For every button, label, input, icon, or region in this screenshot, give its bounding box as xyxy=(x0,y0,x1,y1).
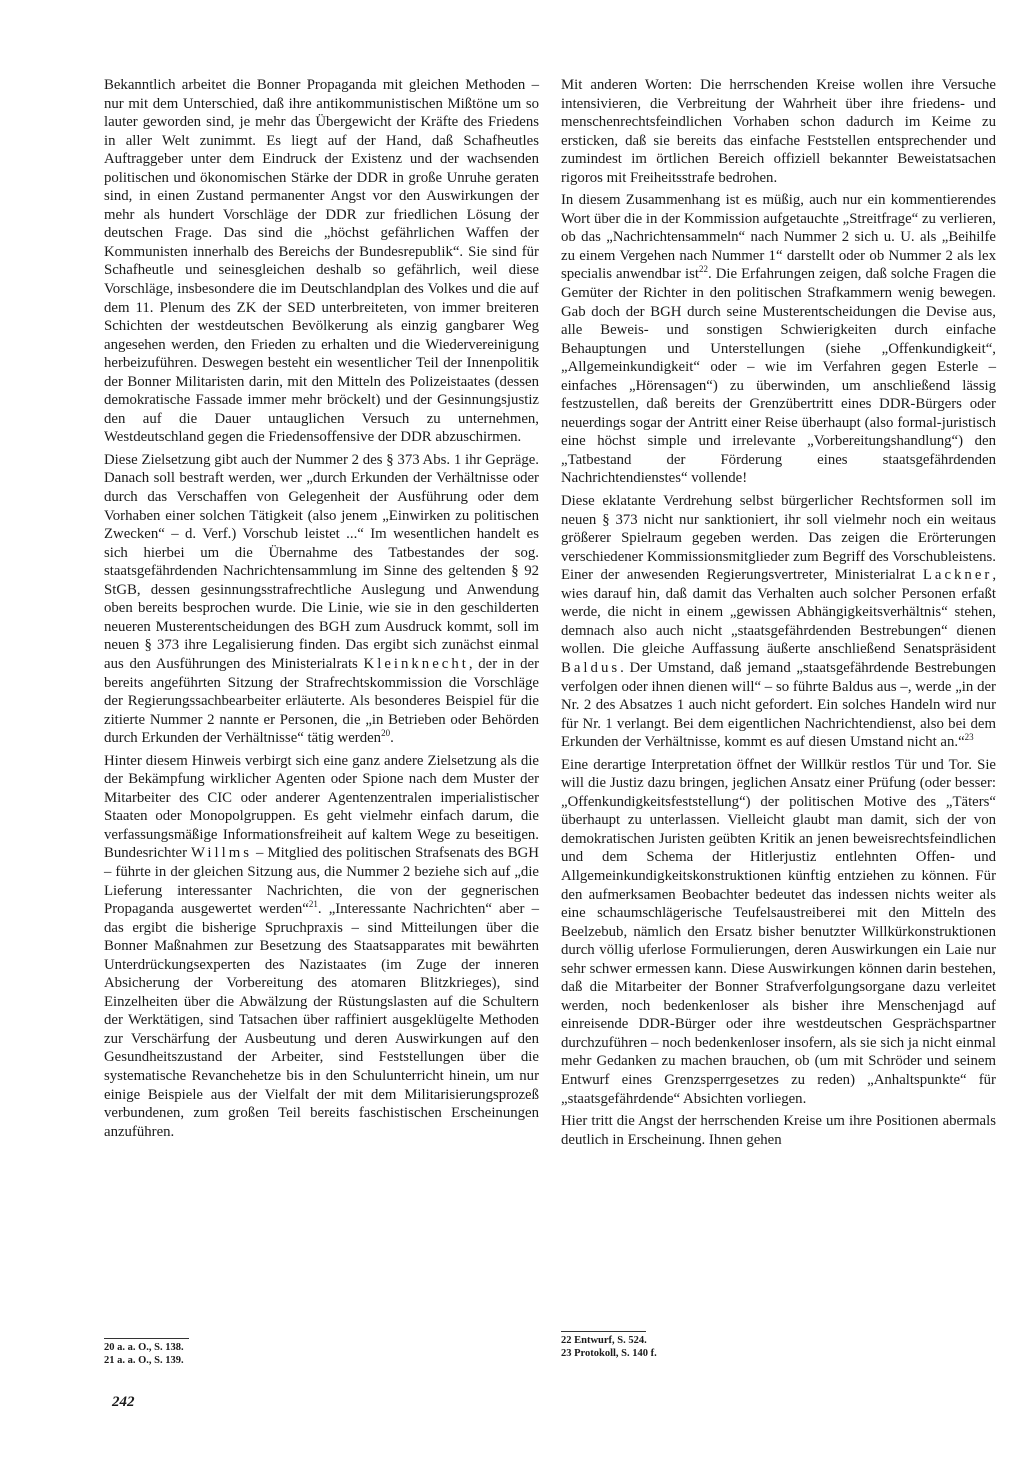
right-column xyxy=(561,76,996,1153)
page-number: 242 xyxy=(112,1394,135,1410)
person-name: Kleinknecht xyxy=(363,655,469,672)
paragraph: Diese eklatante Verdrehung selbst bürgerlicher Rechtsformen soll im neuen § 373 nicht nur sanktioniert, ihr soll vielmehr noch ein weitaus größerer Spielraum gegeben werden. Das zeigen die Erörterungen verschiedener Kommissionsmitglieder zum Begriff des Vorschubleistens. Einer der anwesenden Regierungsvertreter, Ministerialrat Lackner, wies darauf hin, daß damit das Verhalten auch solcher Personen erfaßt werde, die nicht in einem „gewissen Abhängigkeitsverhältnis“ stehen, demnach also auch nicht „staatsgefährdenden Bestrebungen“ dienen wollen. Die gleiche Auffassung äußerte anschließend Senatspräsident Baldus. Der Umstand, daß jemand „staatsgefährdende Bestrebungen verfolgen oder ihnen dienen will“ – so führte Baldus aus –, werde „in der Nr. 2 des Absatzes 1 auch nicht gefordert. Ein solches Handeln wird nur für Nr. 1 verlangt. Bei dem eigentlichen Nachrichtendienst, also bei dem Erkunden der Verhältnisse, kommt es auf diesen Umstand nicht an.“$^{23}$ xyxy=(561,493,997,751)
paragraph: Mit anderen Worten: Die herrschenden Kreise wollen ihre Versuche intensivieren, die Verbreitung der Wahrheit über ihre friedens- und menschenrechtsfeindlichen Vorhaben schon dadurch im Keime zu ersticken, daß sie bereits das einfache Feststellen entsprechender und zumindest im örtlichen Bereich offiziell bekannter Beweistatsachen rigoros mit Freiheitsstrafe bedrohen. xyxy=(561,77,996,186)
person-name: Willms xyxy=(191,845,253,862)
paragraph: In diesem Zusammenhang ist es müßig, auch nur ein kommentierendes Wort über die in der Kommission aufgetauchte „Streitfrage“ zu verlieren, ob das „Nachrichtensammeln“ nach Nummer 2 sich u. U. als „Beihilfe zu einem Vergehen nach Nummer 1“ darstellt oder ob Nummer 2 als lex specialis anwendbar ist$^{22}$. Die Erfahrungen zeigen, daß solche Fragen die Gemüter der Richter in den politischen Strafkammern wenig bewegen. Gab doch der BGH durch seine Musterentscheidungen die Devise aus, alle Beweis- und sonstigen Schwierigkeiten durch einfache Behauptungen und Unterstellungen (siehe „Offenkundigkeit“, „Allgemeinkundigkeit“ oder – wie im Verfahren gegen Esterle – einfaches „Hörensagen“) zu überwinden, um anschließend lässig festzustellen, daß bereits der Grenzübertritt eines DDR-Bürgers oder neuerdings sogar der Antritt einer Reise überhaupt (also formal-juristisch eine höchst simple und irrelevante „Vorbereitungshandlung“) den „Tatbestand der Förderung eines staatsgefährdenden Nachrichtendienstes“ vollende! xyxy=(561,192,996,487)
footnote-marker: 23 xyxy=(964,732,974,743)
footnote-rule xyxy=(104,1338,189,1339)
footnote: 23 Protokoll, S. 140 f. xyxy=(561,1348,657,1359)
footnote: 22 Entwurf, S. 524. xyxy=(561,1335,647,1346)
footnote-marker: 21 xyxy=(308,899,318,910)
footnote-marker: 22 xyxy=(698,264,708,275)
person-name: Lackner xyxy=(922,567,993,584)
footnote-rule xyxy=(561,1331,646,1332)
paragraph: Hier tritt die Angst der herrschenden Kreise um ihre Positionen abermals deutlich in Erscheinung. Ihnen gehen xyxy=(561,1113,996,1148)
paragraph: Diese Zielsetzung gibt auch der Nummer 2 des § 373 Abs. 1 ihr Gepräge. Danach soll bestraft werden, wer „durch Erkunden der Verhältnisse oder durch das Verschaffen von Gelegenheit der Ausführung oder dem Vorhaben einer solchen Tätigkeit (also jenem „Einwirken zu politischen Zwecken“ – d. Verf.) Vorschub leistet ...“ Im wesentlichen handelt es sich hierbei um die Übernahme des Tatbestandes der sog. staatsgefährdenden Nachrichtensammlung im Sinne des geltenden § 92 StGB, dessen gesinnungsstrafrechtliche Auslegung und Anwendung oben bereits besprochen wurde. Die Linie, wie sie in den geschilderten neueren Musterentscheidungen des BGH zum Ausdruck kommt, soll im neuen § 373 ihre Legalisierung finden. Das ergibt sich zunächst einmal aus den Ausführungen des Ministerialrats Kleinknecht, der in der bereits angeführten Sitzung der Strafrechtskommission die Vorschläge der Regierungssachbearbeiter erläuterte. Als besonderes Beispiel für die zitierte Nummer 2 nannte er Personen, die „in Betrieben oder Behörden durch Erkunden der Verhältnisse“ tätig werden$^{20}$. xyxy=(104,451,539,747)
footnote: 21 a. a. O., S. 139. xyxy=(104,1355,184,1366)
person-name: Baldus xyxy=(561,659,621,676)
footnote: 20 a. a. O., S. 138. xyxy=(104,1342,184,1353)
footnotes-right xyxy=(561,1331,861,1360)
paragraph: Hinter diesem Hinweis verbirgt sich eine ganz andere Zielsetzung als die der Bekämpfung wirklicher Agenten oder Spione nach dem Muster der Mitarbeiter des CIC oder anderer Agentenzentralen imperialistischer Staaten oder Monopolgruppen. Es geht vielmehr einfach darum, die verfassungsmäßige Informationsfreiheit auf kaltem Wege zu beseitigen. Bundesrichter Willms – Mitglied des politischen Strafsenats des BGH – führte in der gleichen Sitzung aus, die Nummer 2 beziehe sich auf „die Lieferung interessanter Nachrichten, die von der gegnerischen Propaganda ausgewertet werden“$^{21}$. „Interessante Nachrichten“ aber – das ergibt die bisherige Spruchpraxis – sind Mitteilungen über die Bonner Maßnahmen zur Besetzung des Staatsapparates mit bewährten Unterdrückungsexperten des Nazistaates (im Zuge der inneren Absicherung der Vorbereitung des atomaren Blitzkrieges), sind Einzelheiten über die Abwälzung der Rüstungslasten auf die Schultern der Werktätigen, sind Tatsachen über raffiniert ausgeklügelte Methoden zur Verschärfung der Ausbeutung und deren Auswirkungen auf den Gesundheitszustand der Arbeiter, sind Feststellungen über die systematische Revanchehetze bis in den Schulunterricht hinein, um nur einige Beispiele aus der Vielfalt der mit dem Militarisierungsprozeß verbundenen, zum großen Teil bereits faschistischen Erscheinungen anzuführen. xyxy=(104,752,540,1140)
left-column xyxy=(104,76,539,1145)
footnotes-left xyxy=(104,1338,404,1367)
paragraph: Bekanntlich arbeitet die Bonner Propaganda mit gleichen Methoden – nur mit dem Unterschied, daß ihre antikommunistischen Mißtöne um so lauter geworden sind, je mehr das Übergewicht der Kräfte des Friedens in aller Welt zunimmt. Es liegt auf der Hand, daß Schafheutles Auftraggeber unter dem Eindruck der Existenz und der wachsenden politischen und ökonomischen Stärke der DDR in große Unruhe geraten sind, in einen Zustand permanenter Angst vor den Auswirkungen der mehr als hundert Vorschläge der DDR zur friedlichen Lösung der deutschen Frage. Das sind die „höchst gefährlichen Waffen der Kommunisten innerhalb des Bereichs der Bundesrepublik“. Sie sind für Schafheutle und seinesgleichen deshalb so gefährlich, weil diese Vorschläge, insbesondere die im Deutschlandplan des Volkes und die auf dem 11. Plenum des ZK der SED unterbreiteten, von immer breiteren Schichten der westdeutschen Bevölkerung als einzig gangbarer Weg angesehen werden, den Frieden zu erhalten und die Wiedervereinigung herbeizuführen. Deswegen besteht ein wesentlicher Teil der Innenpolitik der Bonner Militaristen darin, mit den Mitteln des Polizeistaates (dessen demokratische Fassade immer mehr bröckelt) und der Gesinnungsjustiz den auf die Dauer untauglichen Versuch zu unternehmen, Westdeutschland gegen die Friedensoffensive der DDR abzuschirmen. xyxy=(104,77,539,446)
footnote-marker: 20 xyxy=(381,728,391,739)
paragraph: Eine derartige Interpretation öffnet der Willkür restlos Tür und Tor. Sie will die Justiz dazu bringen, jeglichen Ansatz einer Prüfung (oder besser: „Offenkundigkeitsfeststellung“) der politischen Motive des „Täters“ überhaupt zu unterlassen. Vielleicht glaubt man damit, sich der von demokratischen Juristen geübten Kritik an jenen beweisrechtsfeindlichen und dem Schema der Hitlerjustiz entlehnten Offen- und Allgemeinkundigkeitskonstruktionen künftig entziehen zu können. Für den aufmerksamen Beobachter bedeutet das indessen nichts weiter als eine schaumschlägerische Teufelsaustreiberei mit den Mitteln des Beelzebub, nämlich den Ersatz bisher benutzter Willkürkonstruktionen durch völlig uferlose Formulierungen, deren Auswirkungen ein Laie nur sehr schwer ermessen kann. Diese Auswirkungen können darin bestehen, daß die Mitarbeiter der Bonner Strafverfolgungsorgane dazu verleitet werden, noch bedenkenloser als bisher ihre Menschenjagd auf einreisende DDR-Bürger oder ihre westdeutschen Gesprächspartner durchzuführen – noch bedenkenloser insofern, als sie sich ja nicht einmal mehr Gedanken zu machen brauchen, ob (um mit Schröder und seinem Entwurf eines Grenzsperrgesetzes zu reden) „Anhaltspunkte“ für „staatsgefährdende“ Absichten vorliegen. xyxy=(561,756,996,1107)
